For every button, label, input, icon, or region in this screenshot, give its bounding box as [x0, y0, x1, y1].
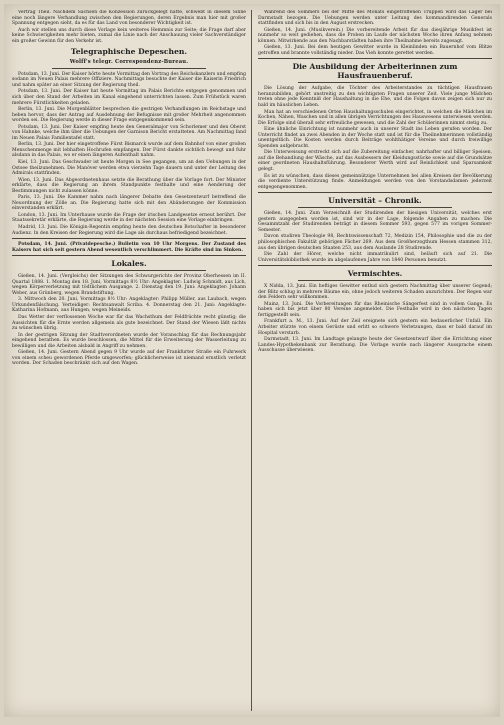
paragraph: Mainz, 13. Juni. Die Vorbereitungen für das Rheinische Sängerfest sind in vollem Gange. Es haben sich bis jetzt über 80 Vereine angemeldet. Die Festhalle wird in den nächsten Tagen fertiggestellt sein. [258, 301, 492, 318]
local-news-list [12, 274, 246, 367]
rule [52, 270, 206, 271]
paragraph: Gießen, 14. Juni. (Vergleichs) der Sitzungen des Schwurgerichts der Provinz Oberhessen im II. Quartal 1888. 1. Montag den 18. Juni, Vormittags 8½ Uhr: Angeklagter: Ludwig Schmidt, aus Lich, wegen Körperverletzung mit tödtlichem Ausgange. 2. Dienstag den 19. Juni: Angeklagter: Johann Weber, aus Grünberg, wegen Brandstiftung. [12, 274, 246, 296]
rule [52, 68, 206, 69]
private-dispatch: Potsdam, 14. Juni. (Privatdepesche.) Bulletin von 10 Uhr Morgens. Der Zustand des Kaisers hat sich seit gestern Abend wesentlich verschlimmert. Die Kräfte sind im Sinken. [12, 242, 246, 253]
paragraph: Berlin, 13. Juni. Der hier eingetroffene Fürst Bismarck wurde auf dem Bahnhof von einer großen Menschenmenge mit lebhaften Hochrufen empfangen. Der Fürst dankte sichtlich bewegt und fuhr alsdann in das Palais, wo er einen längeren Aufenthalt nahm. [12, 142, 246, 159]
right-top-text [258, 10, 492, 56]
rule [258, 192, 492, 193]
paragraph: Paris, 13. Juni. Die Kammer nahm nach längerer Debatte den Gesetzentwurf betreffend die Neuordnung der Zölle an. Die Regierung hatte sich mit den Abänderungen der Kommission einverstanden erklärt. [12, 195, 246, 212]
paragraph: Während des Sommers bei der Mitte des Monats eingetroffenen Truppen wird das Lager bei Darmstadt bezogen. Die Uebungen werden unter Leitung des kommandirenden Generals stattfinden und sich bis in den August erstrecken. [258, 10, 492, 27]
paragraph: X Nidda, 13. Juni. Ein heftiges Gewitter entlud sich gestern Nachmittag über unserer Gegend; der Blitz schlug in mehrere Bäume ein, ohne jedoch weiteren Schaden anzurichten. Der Regen war den Feldern sehr willkommen. [258, 284, 492, 301]
paragraph: Eine ähnliche Einrichtung ist nunmehr auch in unserer Stadt ins Leben gerufen worden. Der Unterricht findet an zwei Abenden in der Woche statt und ist für die Theilnehmerinnen vollständig unentgeltlich. Die Kosten werden durch Beiträge wohlthätiger Vereine und durch freiwillige Spenden aufgebracht. [258, 127, 492, 149]
paragraph: Wien, 13. Juni. Das Abgeordnetenhaus setzte die Berathung über die Vorlage fort. Der Minister erklärte, dass die Regierung an ihrem Standpunkte festhalte und eine Aenderung der Bestimmungen nicht zulassen könne. [12, 177, 246, 194]
miscellaneous-news [258, 284, 492, 354]
paragraph: Potsdam, 13. Juni. Der Kaiser hat heute Vormittag im Palais Berichte entgegen genommen und sich über den Stand der Arbeiten im Kanal eingehend unterrichten lassen. Zum Frühstück waren mehrere Fürstlichkeiten geladen. [12, 89, 246, 106]
column-divider [251, 10, 252, 711]
paragraph: Die Unterweisung erstreckt sich auf die Zubereitung einfacher, nahrhafter und billiger Speisen, auf die Behandlung der Wäsche, auf das Ausbessern der Kleidungsstücke sowie auf die Grundsätze einer geordneten Haushaltsführung. Besonderer Werth wird auf Reinlichkeit und Sparsamkeit gelegt. [258, 150, 492, 173]
section-title-local: Lokales. [111, 259, 147, 269]
section-title-telegrams: Telegraphische Depeschen. [70, 47, 188, 57]
paragraph: 3. Mittwoch den 20. Juni, Vormittags 8½ Uhr: Angeklagter: Philipp Müller, aus Laubach, wegen Urkundenfälschung. Verteidiger: Rechtsanwalt Scriba. 4. Donnerstag den 21. Juni: Angeklagte: Katharina Hofmann, aus Hungen, wegen Meineids. [12, 297, 246, 314]
section-title-university: Universität – Chronik. [328, 196, 422, 206]
paragraph: Das Wetter der verflossenen Woche war für das Wachsthum der Feldfrüchte recht günstig; die Aussichten für die Ernte werden allgemein als gute bezeichnet. Der Stand der Wiesen läßt nichts zu wünschen übrig. [12, 315, 246, 332]
paragraph: Gießen, 14. Juni. Zum Verzeichniß der Studirenden der hiesigen Universität, welches erst gestern ausgegeben worden ist, sind wir in der Lage, folgende Angaben zu machen: Die Gesammtzahl der Studirenden beträgt in diesem Sommer 593, gegen 577 im vorigen Sommer-Semester. [258, 211, 492, 233]
paragraph: In der gestrigen Sitzung der Stadtverordneten wurde der Voranschlag für das Rechnungsjahr eingehend berathen. Es wurde beschlossen, die Mittel für die Erweiterung der Wasserleitung zu bewilligen und die Arbeiten alsbald in Angriff zu nehmen. [12, 332, 246, 349]
paragraph: Berlin, 13. Juni. Die Morgenblätter besprechen die gestrigen Verhandlungen im Reichstage und heben hervor, dass der Antrag auf Ausdehnung der Befugnisse mit großer Mehrheit angenommen worden sei. Die Regierung werde in dieser Frage entgegenkommend sein. [12, 107, 246, 124]
left-top-text [12, 10, 246, 44]
section-title-miscellaneous: Vermischtes. [347, 269, 403, 279]
paragraph: Gießen, 14. Juni. (Musikverein.) Die vorbereitende Arbeit für das diesjährige Musikfest ist nunmehr so weit gediehen, dass die Proben im Laufe der nächsten Woche ihren Anfang nehmen können. Mitwirkende aus den Nachbarstädten haben ihre Theilnahme bereits zugesagt. [258, 27, 492, 44]
rule [258, 265, 492, 266]
rule [12, 255, 246, 256]
article-body [258, 86, 492, 190]
paragraph: Potsdam, 13. Juni. Der Kaiser empfing heute den Generalmajor von Schorlemer und den Oberst von Hahnke, welche ihm über die Uebungen der Garnison Bericht erstatteten. Am Nachmittag fand im Neuen Palais Familientafel statt. [12, 124, 246, 141]
newspaper-page [4, 4, 500, 717]
paragraph: Gießen, 13. Juni. Bei dem heutigen Gewitter wurde in Kleinlinden ein Bauernhof vom Blitze getroffen und brannte vollständig nieder. Das Vieh konnte gerettet werden. [258, 45, 492, 56]
rule [12, 238, 246, 239]
section-title-housewife: Die Ausbildung der Arbeiterinnen zum Hausfrauenberuf. [292, 62, 458, 81]
paragraph: Man hat an verschiedenen Orten Haushaltungsschulen eingerichtet, in welchen die Mädchen im Kochen, Nähen, Waschen und in allen übrigen Verrichtungen des Hauswesens unterwiesen werden. Die Erfolge sind überall sehr erfreuliche gewesen, und die Zahl der Schülerinnen nimmt stetig zu. [258, 109, 492, 126]
paragraph: Davon studiren Theologie 98, Rechtswissenschaft 72, Medizin 154, Philosophie und die zu der philosophischen Fakultät gehörigen Fächer 269. Aus dem Großherzogthum Hessen stammen 312, aus den übrigen deutschen Staaten 253, aus dem Auslande 28 Studirende. [258, 234, 492, 251]
paragraph: Die Zahl der Hörer, welche nicht immatrikulirt sind, beläuft sich auf 21. Die Universitätsbibliothek wurde im abgelaufenen Jahre von 1840 Personen benutzt. [258, 252, 492, 263]
rule [258, 58, 492, 59]
telegram-list [12, 72, 246, 236]
paragraph: Kiel, 13. Juni. Das Geschwader ist heute Morgen in See gegangen, um an den Uebungen in der Ostsee theilzunehmen. Die Manöver werden etwa vierzehn Tage dauern und unter der Leitung des Admirals stattfinden. [12, 159, 246, 177]
paragraph: Darmstadt, 13. Juni. Im Landtage gelangte heute der Gesetzentwurf über die Errichtung einer Landes-Hypothekenbank zur Berathung. Die Vorlage wurde nach längerer Aussprache einem Ausschusse überwiesen. [258, 337, 492, 354]
paragraph: Auch wir stellen uns durch diese Vorlage kein weiteres Hemmnis zur Seite; die Frage darf aber keine Schwierigkeiten mehr bieten, zumal die Linie nach der Anschauung vieler Sachverständiger ein großer Gewinn für den Verkehr ist. [12, 27, 246, 44]
rule [298, 280, 452, 281]
university-news [258, 211, 492, 263]
rule [298, 82, 452, 83]
paragraph: Gießen, 14. Juni. Gestern Abend gegen 9 Uhr wurde auf der Frankfurter Straße ein Fuhrwerk von einem scheu gewordenen Pferde umgeworfen; glücklicherweise ist niemand ernstlich verletzt worden. Der Schaden beschränkt sich auf den Wagen. [12, 350, 246, 367]
paragraph: London, 13. Juni. Im Unterhause wurde die Frage der irischen Landgesetze erneut berührt. Der Staatssekretär erklärte, die Regierung werde in der nächsten Session eine Vorlage einbringen. [12, 212, 246, 224]
left-column [12, 10, 246, 711]
paragraph: Vertrag Theil. Nachdem Sachsen die Konzession zurückgelegt hatte, schwebt in diesem Sinne eine noch längere Verhandlung zwischen den Regierungen, deren Ergebnis man hier mit großer Spannung entgegen sieht, da es für das Land von besonderer Wichtigkeit ist. [12, 10, 246, 27]
rule [298, 207, 452, 208]
paragraph: Potsdam, 13. Juni. Der Kaiser hörte heute Vormittag den Vortrag des Reichskanzlers und empfing sodann im Neuen Palais mehrere Offiziere. Nachmittags besuchte der Kaiser die Kaiserin Friedrich und nahm später an einer Sitzung der Regierung theil. [12, 71, 246, 88]
section-subtitle-bureau: Wolff's telegr. Correspondenz-Bureau. [69, 59, 189, 66]
paragraph: Frankfurt a. M., 13. Juni. Auf der Zeil ereignete sich gestern ein bedauerlicher Unfall. Ein Arbeiter stürzte von einem Gerüste und erlitt so schwere Verletzungen, dass er bald darauf im Hospital verstarb. [258, 319, 492, 336]
paragraph: Madrid, 13. Juni. Die Königin-Regentin empfing heute den deutschen Botschafter in besonderer Audienz. In den Kreisen der Regierung wird die Lage als durchaus befriedigend bezeichnet. [12, 225, 246, 236]
paragraph: Die Lösung der Aufgabe, die Töchter des Arbeiterstandes zu tüchtigen Hausfrauen heranzubilden, gehört unstreitig zu den wichtigsten Fragen unserer Zeit. Viele junge Mädchen treten ohne jede Kenntniß der Haushaltung in die Ehe, und die Folgen davon zeigen sich nur zu bald im häuslichen Leben. [258, 86, 492, 109]
paragraph: Es ist zu wünschen, dass dieses gemeinnützige Unternehmen bei allen Kreisen der Bevölkerung die verdiente Unterstützung finde. Anmeldungen werden von den Vorstandsdamen jederzeit entgegengenommen. [258, 173, 492, 190]
right-column [258, 10, 492, 711]
